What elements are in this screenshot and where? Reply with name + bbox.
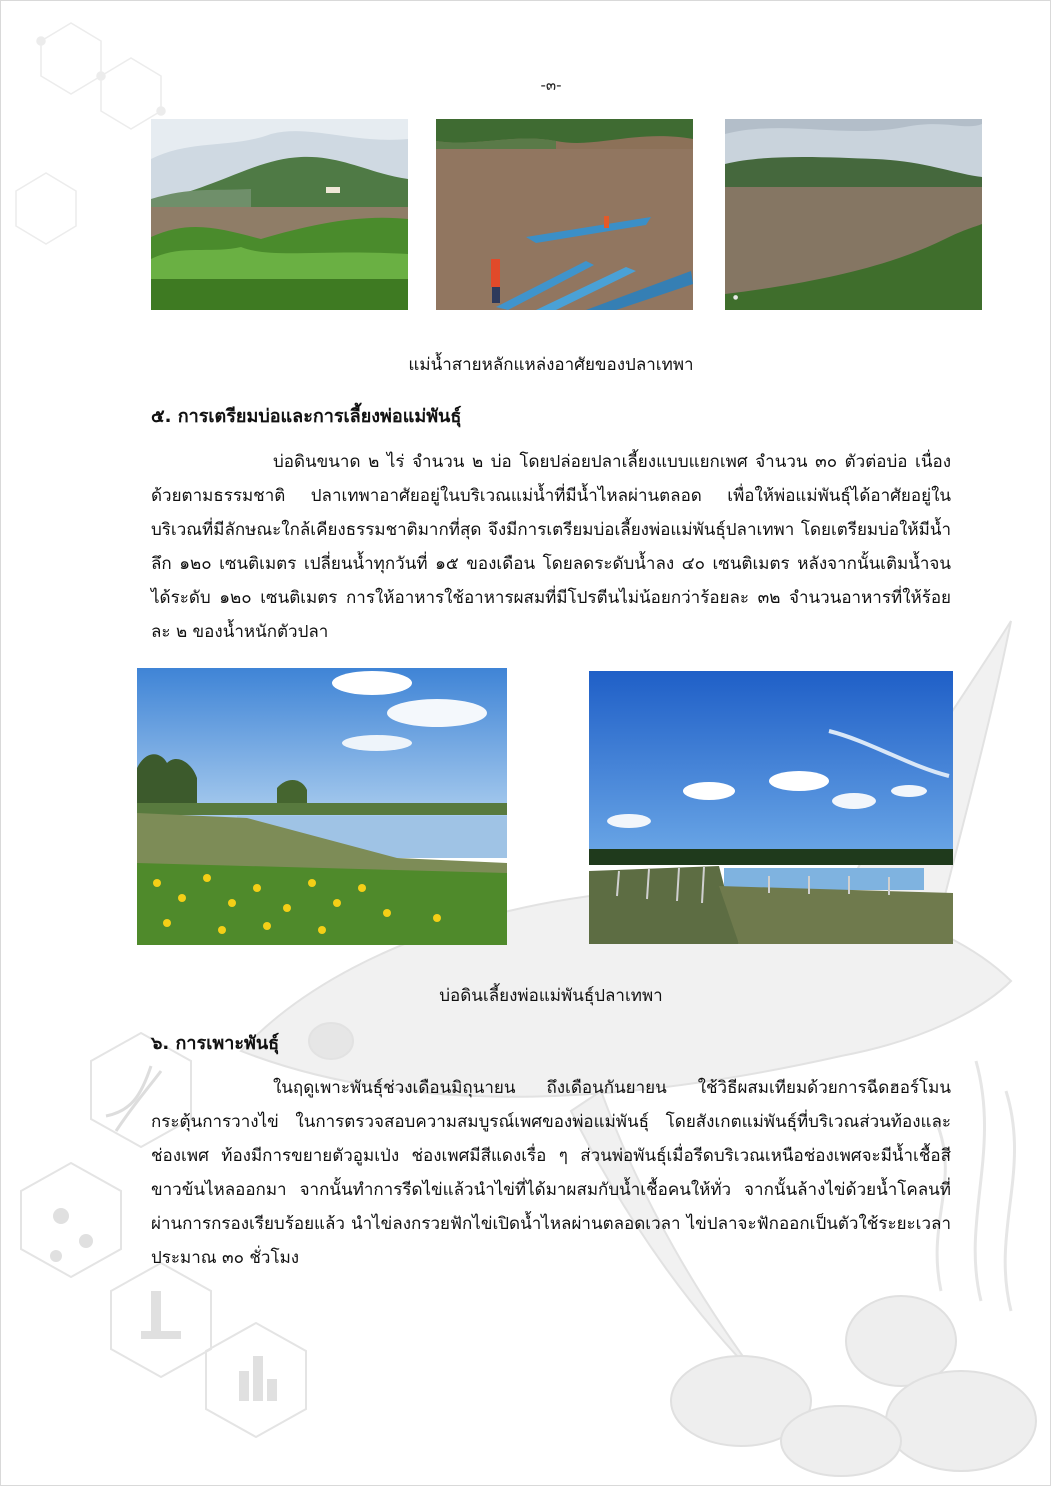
river-boats-photo xyxy=(436,119,693,310)
fenced-ponds-photo xyxy=(589,671,953,944)
bar-chart-icon xyxy=(239,1356,277,1401)
river-wide-photo xyxy=(725,119,982,310)
molecule-icon xyxy=(50,1208,93,1262)
page-number: -๓- xyxy=(540,76,562,94)
section-5-paragraph-text: บ่อดินขนาด ๒ ไร่ จำนวน ๒ บ่อ โดยปล่อยปลาเลี้ยงแบบแยกเพศ จำนวน ๓๐ ตัวต่อบ่อ เนื่องด้วยตามธรรมชาติ ปลาเทพาอาศัยอยู่ในบริเวณแม่น้ำที่มีน้ำไหลผ่านตลอด เพื่อให้พ่อแม่พันธุ์ได้อาศัยอยู่ในบริเวณที่มีลักษณะใกล้เคียงธรรมชาติมากที่สุด จึงมีการเตรียมบ่อเลี้ยงพ่อแม่พันธุ์ปลาเทพา โดยเตรียมบ่อให้มีน้ำลึก ๑๒๐ เซนติเมตร เปลี่ยนน้ำทุกวันที่ ๑๕ ของเดือน โดยลดระดับน้ำลง ๔๐ เซนติเมตร หลังจากนั้นเติมน้ำจนได้ระดับ ๑๒๐ เซนติเมตร การให้อาหารใช้อาหารผสมที่มีโปรตีนไม่น้อยกว่าร้อยละ ๓๒ จำนวนอาหารที่ให้ร้อยละ ๒ ของน้ำหนักตัวปลา xyxy=(151,452,951,642)
section-5-paragraph xyxy=(151,445,951,649)
section-6-paragraph xyxy=(151,1071,951,1275)
microscope-icon xyxy=(141,1291,181,1339)
section-6-paragraph-text: ในฤดูเพาะพันธุ์ช่วงเดือนมิถุนายน ถึงเดือนกันยายน ใช้วิธีผสมเทียมด้วยการฉีดฮอร์โมนกระตุ้นการวางไข่ ในการตรวจสอบความสมบูรณ์เพศของพ่อแม่พันธุ์ โดยสังเกตแม่พันธุ์ที่บริเวณส่วนท้องและช่องเพศ ท้องมีการขยายตัวอูมเป่ง ช่องเพศมีสีแดงเรื่อ ๆ ส่วนพ่อพันธุ์เมื่อรีดบริเวณเหนือช่องเพศจะมีน้ำเชื้อสีขาวข้นไหลออกมา จากนั้นทำการรีดไข่แล้วนำไข่ที่ได้มาผสมกับน้ำเชื้อคนให้ทั่ว จากนั้นล้างไข่ด้วยน้ำโคลนที่ผ่านการกรองเรียบร้อยแล้ว นำไข่ลงกรวยฟักไข่เปิดน้ำไหลผ่านตลอดเวลา ไข่ปลาจะฟักออกเป็นตัวใช้ระยะเวลาประมาณ ๓๐ ชั่วโมง xyxy=(151,1078,951,1268)
section-6-heading: ๖. การเพาะพันธุ์ xyxy=(151,1033,280,1054)
earthen-pond-flowers-photo xyxy=(137,668,507,945)
river-hills-photo xyxy=(151,119,408,310)
habitat-caption: แม่น้ำสายหลักแหล่งอาศัยของปลาเทพา xyxy=(408,355,694,375)
section-5-heading: ๕. การเตรียมบ่อและการเลี้ยงพ่อแม่พันธุ์ xyxy=(151,406,462,427)
pond-caption: บ่อดินเลี้ยงพ่อแม่พันธุ์ปลาเทพา xyxy=(439,986,663,1006)
svg-text:●: ● xyxy=(733,294,739,301)
rocks-decoration xyxy=(671,1296,1036,1476)
